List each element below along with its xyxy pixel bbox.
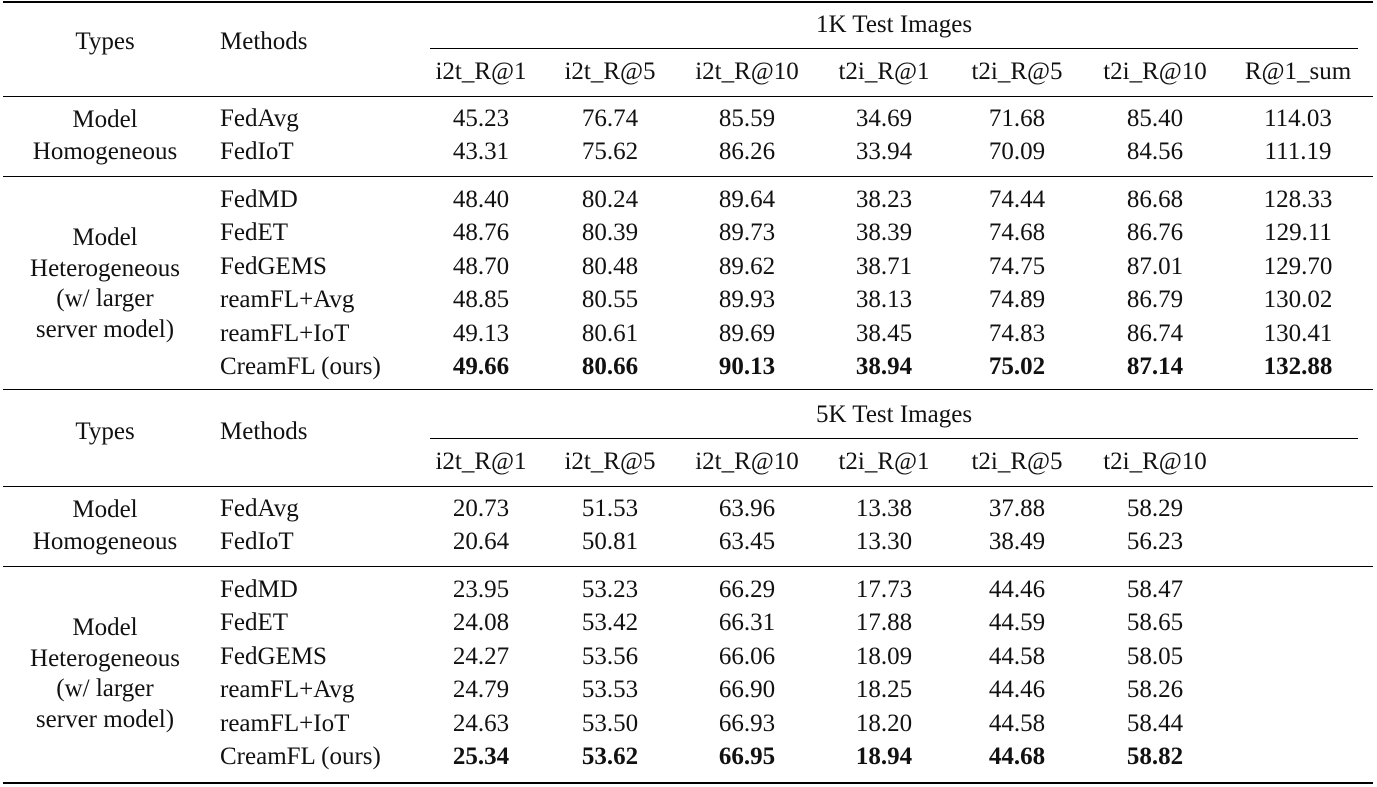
table-cell: 86.79	[1126, 286, 1184, 313]
table-cell: 66.06	[718, 643, 776, 670]
method-name: reamFL+IoT	[220, 320, 350, 347]
table-cell: 74.75	[988, 253, 1046, 280]
table-cell: 17.88	[855, 609, 913, 636]
table-cell: 86.26	[718, 138, 776, 165]
header-rule	[3, 486, 1373, 487]
test-set-title: 5K Test Images	[815, 401, 973, 428]
table-cell: 38.71	[855, 253, 913, 280]
table-cell: 130.41	[1263, 320, 1333, 347]
table-cell: 80.48	[581, 253, 639, 280]
column-header: t2i_R@1	[838, 448, 930, 475]
table-cell: 44.59	[988, 609, 1046, 636]
table-cell: 66.31	[718, 609, 776, 636]
table-cell: 128.33	[1263, 186, 1333, 213]
table-cell: 37.88	[988, 495, 1046, 522]
table-cell: 80.39	[581, 219, 639, 246]
table-cell: 84.56	[1126, 138, 1184, 165]
column-header: t2i_R@5	[971, 58, 1063, 85]
column-header: i2t_R@1	[435, 448, 527, 475]
table-cell: 44.58	[988, 710, 1046, 737]
column-header: i2t_R@5	[564, 58, 656, 85]
table-cell: 49.13	[452, 320, 510, 347]
table-cell: 89.69	[718, 320, 776, 347]
table-cell: 66.95	[718, 743, 776, 770]
table-cell: 13.38	[855, 495, 913, 522]
table-cell: 38.23	[855, 186, 913, 213]
type-label: Heterogeneous	[30, 255, 180, 282]
table-cell: 53.56	[581, 643, 639, 670]
table-cell: 24.08	[452, 609, 510, 636]
table-cell: 53.53	[581, 676, 639, 703]
method-name: reamFL+Avg	[220, 286, 355, 313]
table-cell: 49.66	[452, 353, 510, 380]
column-header: i2t_R@10	[695, 448, 799, 475]
table-cell: 74.68	[988, 219, 1046, 246]
column-header: t2i_R@5	[971, 448, 1063, 475]
table-cell: 80.55	[581, 286, 639, 313]
table-cell: 71.68	[988, 105, 1046, 132]
table-cell: 80.66	[581, 353, 639, 380]
method-name: FedGEMS	[220, 643, 327, 670]
table-cell: 66.93	[718, 710, 776, 737]
table-cell: 87.01	[1126, 253, 1184, 280]
table-cell: 63.96	[718, 495, 776, 522]
table-cell: 87.14	[1126, 353, 1184, 380]
table-cell: 53.50	[581, 710, 639, 737]
table-cell: 24.27	[452, 643, 510, 670]
title-underline	[430, 48, 1358, 49]
type-label: (w/ larger	[56, 285, 154, 312]
table-cell: 53.23	[581, 576, 639, 603]
table-cell: 89.62	[718, 253, 776, 280]
table-cell: 38.49	[988, 528, 1046, 555]
table-cell: 63.45	[718, 528, 776, 555]
table-cell: 50.81	[581, 528, 639, 555]
table-cell: 58.65	[1126, 609, 1184, 636]
column-header: t2i_R@10	[1103, 448, 1207, 475]
table-cell: 53.62	[581, 743, 639, 770]
table-cell: 66.29	[718, 576, 776, 603]
table-cell: 130.02	[1263, 286, 1333, 313]
table-cell: 86.76	[1126, 219, 1184, 246]
type-label: Homogeneous	[32, 138, 178, 165]
method-name: FedIoT	[220, 138, 294, 165]
table-cell: 13.30	[855, 528, 913, 555]
table-cell: 48.85	[452, 286, 510, 313]
column-header: t2i_R@1	[838, 58, 930, 85]
table-cell: 45.23	[452, 105, 510, 132]
table-cell: 38.45	[855, 320, 913, 347]
table-cell: 74.44	[988, 186, 1046, 213]
test-set-title: 1K Test Images	[815, 11, 973, 38]
table-cell: 51.53	[581, 495, 639, 522]
method-name: FedAvg	[220, 105, 299, 132]
table-cell: 76.74	[581, 105, 639, 132]
table-cell: 44.46	[988, 576, 1046, 603]
table-cell: 58.47	[1126, 576, 1184, 603]
table-cell: 80.24	[581, 186, 639, 213]
method-name: FedAvg	[220, 495, 299, 522]
method-name: FedMD	[220, 576, 298, 603]
method-name: CreamFL (ours)	[220, 353, 381, 380]
table-cell: 58.05	[1126, 643, 1184, 670]
types-header: Types	[75, 418, 135, 445]
table-cell: 24.63	[452, 710, 510, 737]
method-name: CreamFL (ours)	[220, 743, 381, 770]
table-cell: 44.58	[988, 643, 1046, 670]
table-cell: 75.62	[581, 138, 639, 165]
table-cell: 44.68	[988, 743, 1046, 770]
table-cell: 20.73	[452, 495, 510, 522]
method-name: FedMD	[220, 186, 298, 213]
table-cell: 132.88	[1263, 353, 1333, 380]
column-header: R@1_sum	[1244, 58, 1352, 85]
table-cell: 74.89	[988, 286, 1046, 313]
table-cell: 86.68	[1126, 186, 1184, 213]
table-cell: 20.64	[452, 528, 510, 555]
method-name: FedET	[220, 219, 289, 246]
table-cell: 66.90	[718, 676, 776, 703]
table-cell: 114.03	[1264, 105, 1332, 132]
table-cell: 58.44	[1126, 710, 1184, 737]
title-underline	[430, 438, 1358, 439]
column-header: i2t_R@1	[435, 58, 527, 85]
table-cell: 34.69	[855, 105, 913, 132]
table-cell: 44.46	[988, 676, 1046, 703]
type-label: Model	[72, 224, 138, 251]
table-cell: 38.94	[855, 353, 913, 380]
table-cell: 74.83	[988, 320, 1046, 347]
table-cell: 48.40	[452, 186, 510, 213]
table-cell: 86.74	[1126, 320, 1184, 347]
table-cell: 53.42	[581, 609, 639, 636]
table-cell: 25.34	[452, 743, 510, 770]
table-cell: 48.76	[452, 219, 510, 246]
column-header: i2t_R@10	[695, 58, 799, 85]
table-cell: 38.13	[855, 286, 913, 313]
type-label: server model)	[35, 316, 175, 343]
column-header: i2t_R@5	[564, 448, 656, 475]
group-rule	[3, 176, 1373, 177]
type-label: (w/ larger	[56, 675, 154, 702]
type-label: Model	[72, 106, 138, 133]
methods-header: Methods	[220, 28, 308, 55]
table-cell: 89.73	[718, 219, 776, 246]
method-name: FedGEMS	[220, 253, 327, 280]
type-label: Homogeneous	[32, 528, 178, 555]
table-cell: 18.20	[855, 710, 913, 737]
header-rule	[3, 96, 1373, 97]
table-cell: 58.26	[1126, 676, 1184, 703]
block-divider	[3, 389, 1373, 390]
table-cell: 24.79	[452, 676, 510, 703]
table-cell: 17.73	[855, 576, 913, 603]
table-cell: 18.25	[855, 676, 913, 703]
table-cell: 89.64	[718, 186, 776, 213]
method-name: FedIoT	[220, 528, 294, 555]
types-header: Types	[75, 28, 135, 55]
table-cell: 80.61	[581, 320, 639, 347]
table-cell: 85.59	[718, 105, 776, 132]
table-cell: 70.09	[988, 138, 1046, 165]
table-cell: 38.39	[855, 219, 913, 246]
type-label: Model	[72, 614, 138, 641]
bottom-rule	[3, 782, 1373, 784]
type-label: Heterogeneous	[30, 645, 180, 672]
table-cell: 58.29	[1126, 495, 1184, 522]
top-rule	[3, 1, 1373, 3]
column-header: t2i_R@10	[1103, 58, 1207, 85]
table-cell: 58.82	[1126, 743, 1184, 770]
table-cell: 129.70	[1263, 253, 1333, 280]
table-cell: 89.93	[718, 286, 776, 313]
type-label: server model)	[35, 706, 175, 733]
table-cell: 18.94	[855, 743, 913, 770]
table-cell: 111.19	[1264, 138, 1332, 165]
table-cell: 23.95	[452, 576, 510, 603]
table-cell: 75.02	[988, 353, 1046, 380]
methods-header: Methods	[220, 418, 308, 445]
type-label: Model	[72, 496, 138, 523]
group-rule	[3, 566, 1373, 567]
table-cell: 18.09	[855, 643, 913, 670]
method-name: reamFL+Avg	[220, 676, 355, 703]
table-cell: 43.31	[452, 138, 510, 165]
table-cell: 48.70	[452, 253, 510, 280]
table-cell: 33.94	[855, 138, 913, 165]
table-cell: 85.40	[1126, 105, 1184, 132]
method-name: FedET	[220, 609, 289, 636]
table-cell: 90.13	[718, 353, 776, 380]
table-cell: 56.23	[1126, 528, 1184, 555]
method-name: reamFL+IoT	[220, 710, 350, 737]
table-cell: 129.11	[1264, 219, 1332, 246]
